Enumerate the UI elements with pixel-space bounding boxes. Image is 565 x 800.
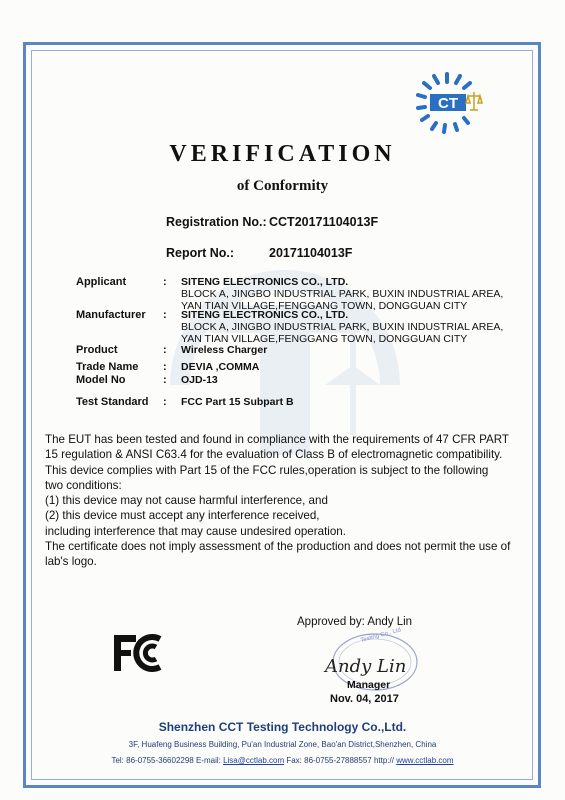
model-no-colon: : <box>163 374 167 386</box>
trade-name-text: DEVIA ,COMMA <box>181 361 260 373</box>
statement-line: The EUT has been tested and found in compliance with the requirements of 47 CFR PART <box>45 433 509 446</box>
issue-date: Nov. 04, 2017 <box>330 693 399 705</box>
statement-line: This device complies with Part 15 of the FCC rules,operation is subject to the following <box>45 463 489 477</box>
product-colon: : <box>163 344 167 356</box>
applicant-colon: : <box>163 276 167 288</box>
product-label: Product <box>76 344 118 356</box>
report-value: 20171104013F <box>269 246 353 260</box>
applicant-address-line2: YAN TIAN VILLAGE,FENGGANG TOWN, DONGGUAN CITY <box>181 300 468 312</box>
cct-logo-icon <box>410 68 484 138</box>
approved-by: Approved by: Andy Lin <box>297 616 413 628</box>
trade-name-value <box>181 361 521 373</box>
statement-line: The certificate does not imply assessment of the production and does not permit the use of <box>45 540 511 554</box>
signature: Andy Lin <box>325 656 407 677</box>
manufacturer-address-line2: YAN TIAN VILLAGE,FENGGANG TOWN, DONGGUAN CITY <box>181 333 468 345</box>
statement-line: including interference that may cause undesired operation. <box>45 524 346 538</box>
manager-title: Manager <box>347 679 391 691</box>
trade-name-label: Trade Name <box>76 361 139 373</box>
footer-company: Shenzhen CCT Testing Technology Co.,Ltd. <box>158 720 407 734</box>
logo-text: CT <box>438 95 458 112</box>
test-standard-text: FCC Part 15 Subpart B <box>181 396 294 408</box>
stamp-text: Testing Co., Ltd <box>359 627 402 644</box>
statement-line: lab's logo. <box>45 555 97 569</box>
report-label: Report No.: <box>166 246 235 260</box>
statement-line: (2) this device must accept any interference received, <box>45 509 320 523</box>
test-standard-label: Test Standard <box>76 396 149 408</box>
manufacturer-address-line1: BLOCK A, JINGBO INDUSTRIAL PARK, BUXIN INDUSTRIAL AREA, <box>181 321 504 333</box>
applicant-value <box>181 276 521 312</box>
footer-fax: Fax: 86-0755-27888557 http:// <box>284 756 397 765</box>
applicant-label: Applicant <box>76 276 127 288</box>
manufacturer-value <box>181 309 521 345</box>
footer-address: 3F, Huafeng Business Building, Pu'an Industrial Zone, Bao'an District,Shenzhen, China <box>128 740 437 749</box>
manufacturer-colon: : <box>163 309 167 321</box>
registration-value: CCT20171104013F <box>269 215 379 229</box>
trade-name-colon: : <box>163 361 167 373</box>
manufacturer-label: Manufacturer <box>76 309 146 321</box>
applicant-name: SITENG ELECTRONICS CO., LTD. <box>181 276 349 288</box>
fcc-logo-icon <box>112 633 167 673</box>
statement-line: 15 regulation & ANSI C63.4 for the evaluation of Class B of electromagnetic compatibility. <box>45 448 503 462</box>
applicant-address-line1: BLOCK A, JINGBO INDUSTRIAL PARK, BUXIN INDUSTRIAL AREA, <box>181 288 504 300</box>
manufacturer-name: SITENG ELECTRONICS CO., LTD. <box>181 309 349 321</box>
footer-contact <box>0 756 565 765</box>
footer-website-link[interactable]: www.cctlab.com <box>396 756 454 765</box>
test-standard-colon: : <box>163 396 167 408</box>
registration-label: Registration No.: <box>166 215 267 229</box>
document-title: VERIFICATION <box>169 141 396 167</box>
document-subtitle: of Conformity <box>236 178 329 194</box>
model-no-label: Model No <box>76 374 126 386</box>
model-no-value <box>181 374 521 386</box>
product-name: Wireless Charger <box>181 344 268 356</box>
product-value <box>181 344 521 356</box>
model-no-text: OJD-13 <box>181 374 218 386</box>
statement-line: (1) this device may not cause harmful interference, and <box>45 494 328 508</box>
test-standard-value <box>181 396 521 408</box>
footer-tel: Tel: 86-0755-36602298 E-mail: <box>111 756 224 765</box>
compliance-statement <box>45 432 525 570</box>
footer-email-link[interactable]: Lisa@cctlab.com <box>223 756 285 765</box>
statement-line: two conditions: <box>45 478 122 492</box>
